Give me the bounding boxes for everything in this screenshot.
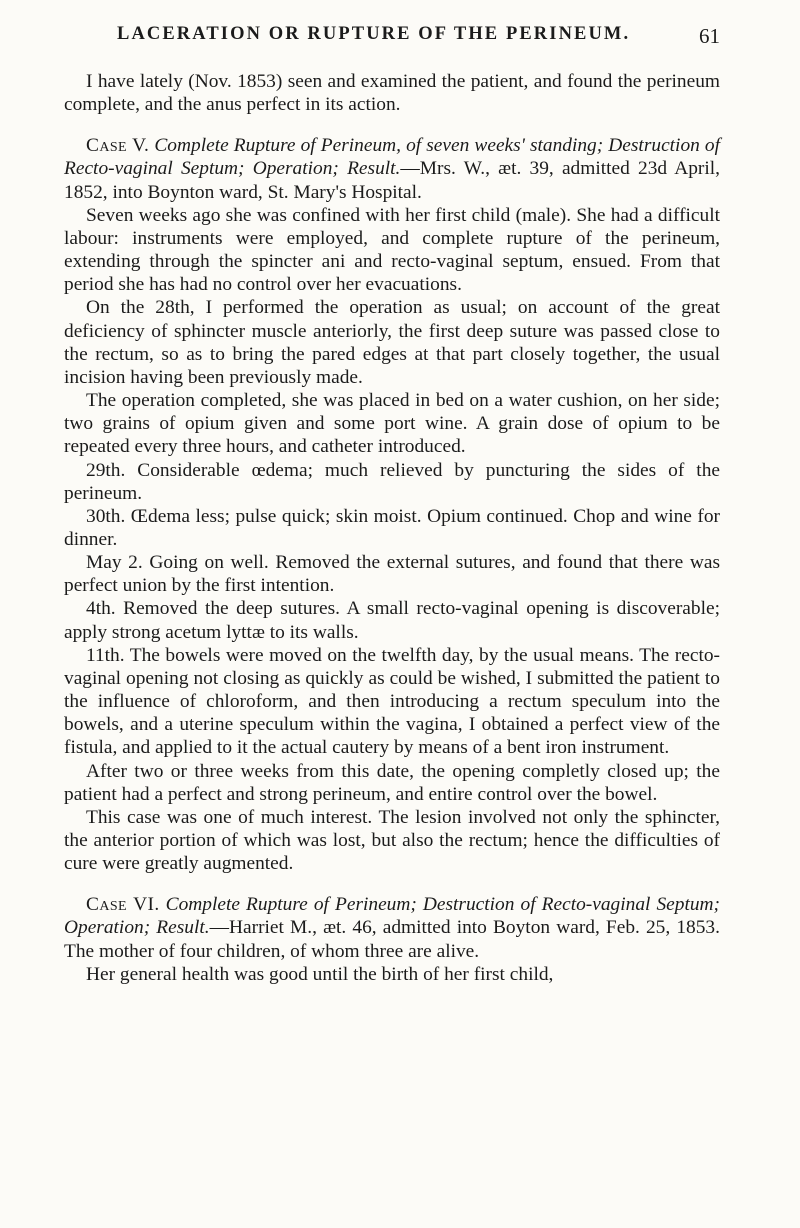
case5-paragraph-8: 11th. The bowels were moved on the twelfth day, by the usual means. The recto-vaginal opening not closing as quickly as could be wished, I submitted the patient to the influence of chloroform, and then introducing a rectum speculum into the bowels, and a uterine speculum within the vagina, I obtained a perfect view of the fistula, and applied to it the actual cautery by means of a bent iron instrument. <box>64 644 720 759</box>
case5-label: Case V. <box>86 135 150 157</box>
case5-heading-paragraph <box>64 134 720 203</box>
case5-paragraph-5: 30th. Œdema less; pulse quick; skin moist. Opium continued. Chop and wine for dinner. <box>64 505 720 550</box>
case5-paragraph-4: 29th. Considerable œdema; much relieved by puncturing the sides of the perineum. <box>64 459 720 504</box>
case6-heading-paragraph <box>64 893 720 962</box>
case5-paragraph-2: On the 28th, I performed the operation as usual; on account of the great deficiency of sphincter muscle anteriorly, the first deep suture was passed close to the rectum, so as to bring the pared edges at that part closely together, the usual incision having been previously made. <box>64 297 720 388</box>
case5-title: Complete Rupture of Perineum, of seven weeks' standing; Destruction of Recto-vaginal Septum; Operation; Result. <box>64 135 721 180</box>
case6-intro: —Harriet M., æt. 46, admitted into Boyton ward, Feb. 25, 1853. The mother of four children, of whom three are alive. <box>64 917 720 962</box>
case6-title: Complete Rupture of Perineum; Destruction of Recto-vaginal Septum; Operation; Result. <box>64 894 720 939</box>
page-number: 61 <box>699 24 720 48</box>
intro-paragraph: I have lately (Nov. 1853) seen and examined the patient, and found the perineum complete, and the anus perfect in its action. <box>64 71 720 116</box>
case5-paragraph-6: May 2. Going on well. Removed the external sutures, and found that there was perfect union by the first intention. <box>64 552 720 597</box>
case6-paragraph-1: Her general health was good until the birth of her first child, <box>86 963 554 985</box>
case5-paragraph-1: Seven weeks ago she was confined with her first child (male). She had a difficult labour: instruments were employed, and complete rupture of the perineum, extending through the spincter ani and recto-vaginal septum, ensued. From that period she has had no control over her evacuations. <box>64 204 720 296</box>
case6-label: Case VI. <box>86 894 160 916</box>
case5-paragraph-3: The operation completed, she was placed in bed on a water cushion, on her side; two grains of opium given and some port wine. A grain dose of opium to be repeated every three hours, and catheter introduced. <box>64 390 720 458</box>
running-title: LACERATION OR RUPTURE OF THE PERINEUM. <box>117 24 631 44</box>
case5-paragraph-7: 4th. Removed the deep sutures. A small recto-vaginal opening is discoverable; apply strong acetum lyttæ to its walls. <box>64 598 720 643</box>
case5-paragraph-10: This case was one of much interest. The lesion involved not only the sphincter, the anterior portion of which was lost, but also the rectum; hence the difficulties of cure were greatly augmented. <box>64 806 720 875</box>
case5-paragraph-9: After two or three weeks from this date, the opening completly closed up; the patient had a perfect and strong perineum, and entire control over the bowel. <box>64 760 720 805</box>
case5-intro: —Mrs. W., æt. 39, admitted 23d April, 1852, into Boynton ward, St. Mary's Hospital. <box>64 158 720 203</box>
running-header <box>64 24 720 54</box>
